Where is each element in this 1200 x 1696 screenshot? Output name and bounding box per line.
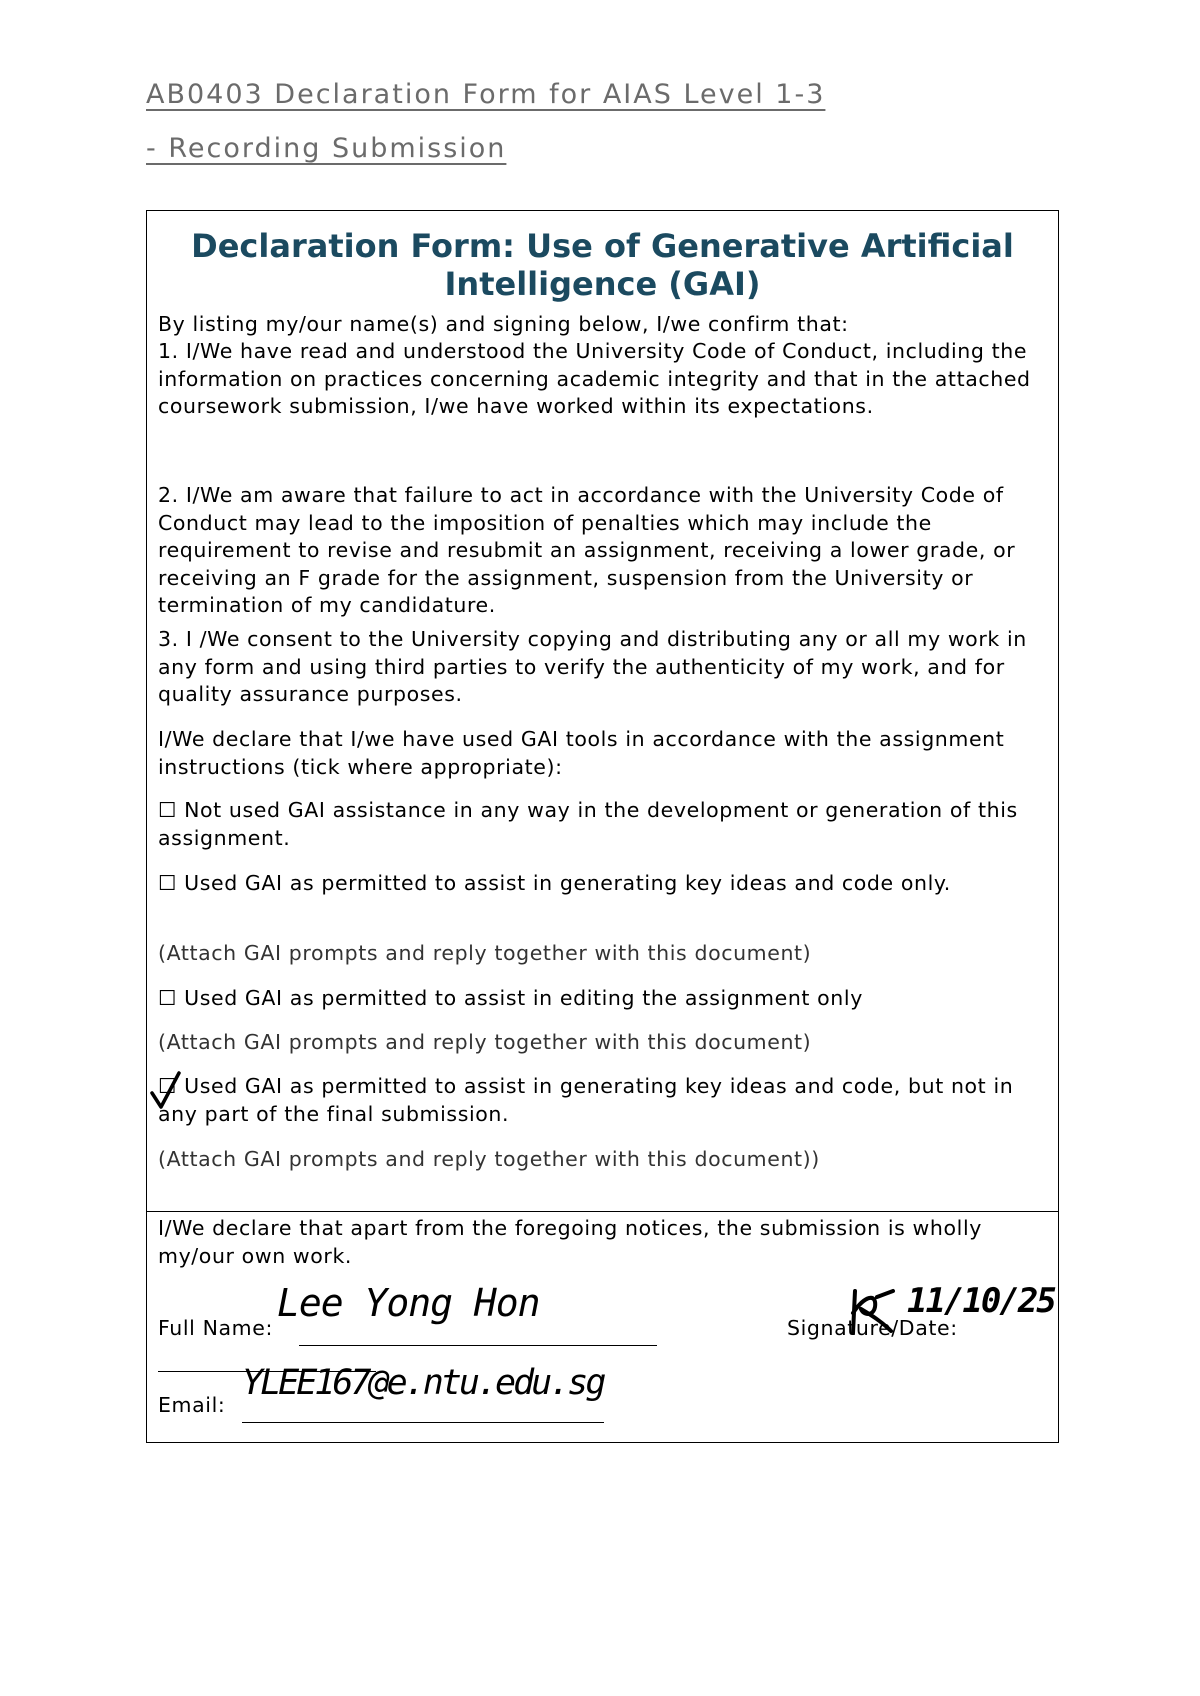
option-not-final-note: (Attach GAI prompts and reply together with this document)) [158,1147,820,1171]
document-title-line2: - Recording Submission [146,133,507,164]
declaration-form [146,210,1059,1443]
section-divider [147,1211,1058,1212]
option-key-ideas-code[interactable]: ☐ Used GAI as permitted to assist in generating key ideas and code only. [158,871,951,895]
option-editing-only[interactable]: ☐ Used GAI as permitted to assist in editing the assignment only [158,986,863,1010]
clause-2: 2. I/We am aware that failure to act in accordance with the University Code of Conduct may lead to the imposition of penalties which may include the requirement to revise and resubmit an assignment, receiving a lower grade, or receiving an F grade for the assignment, suspension from the University or termination of my candidature. [158,483,1016,617]
final-declaration: I/We declare that apart from the foregoing notices, the submission is wholly my/our own work. [158,1216,982,1268]
date-handwritten: 11/10/25 [907,1281,1055,1321]
full-name-handwritten: Lee Yong Hon [277,1281,540,1325]
intro-text: By listing my/our name(s) and signing below, I/we confirm that: [158,312,849,336]
document-title [146,68,825,176]
option-editing-note: (Attach GAI prompts and reply together with this document) [158,1030,812,1054]
clause-3: 3. I /We consent to the University copying and distributing any or all my work in any form and using third parties to verify the authenticity of my work, and for quality assurance purposes. [158,627,1027,706]
form-heading: Declaration Form: Use of Generative Artificial Intelligence (GAI) [191,227,1014,303]
email-line [242,1422,604,1423]
email-handwritten: YLEE167@e.ntu.edu.sg [242,1363,604,1403]
option-key-ideas-note: (Attach GAI prompts and reply together with this document) [158,941,812,965]
clause-1: 1. I/We have read and understood the University Code of Conduct, including the information on practices concerning academic integrity and that in the attached coursework submission, I/we have worked within its expectations. [158,339,1031,418]
signature-icon [847,1287,907,1337]
full-name-line [299,1345,657,1346]
full-name-label: Full Name: [158,1316,273,1340]
signature-date-label: Signature/Date: [787,1316,958,1340]
document-title-line1: AB0403 Declaration Form for AIAS Level 1-3 [146,79,826,110]
option-not-used[interactable]: ☐ Not used GAI assistance in any way in the development or generation of this assignment. [158,798,1018,850]
email-label: Email: [158,1393,226,1417]
option-not-final[interactable]: ☐ Used GAI as permitted to assist in generating key ideas and code, but not in any part of the final submission. [158,1074,1014,1126]
gai-declaration: I/We declare that I/we have used GAI tools in accordance with the assignment instructions (tick where appropriate): [158,727,1005,779]
